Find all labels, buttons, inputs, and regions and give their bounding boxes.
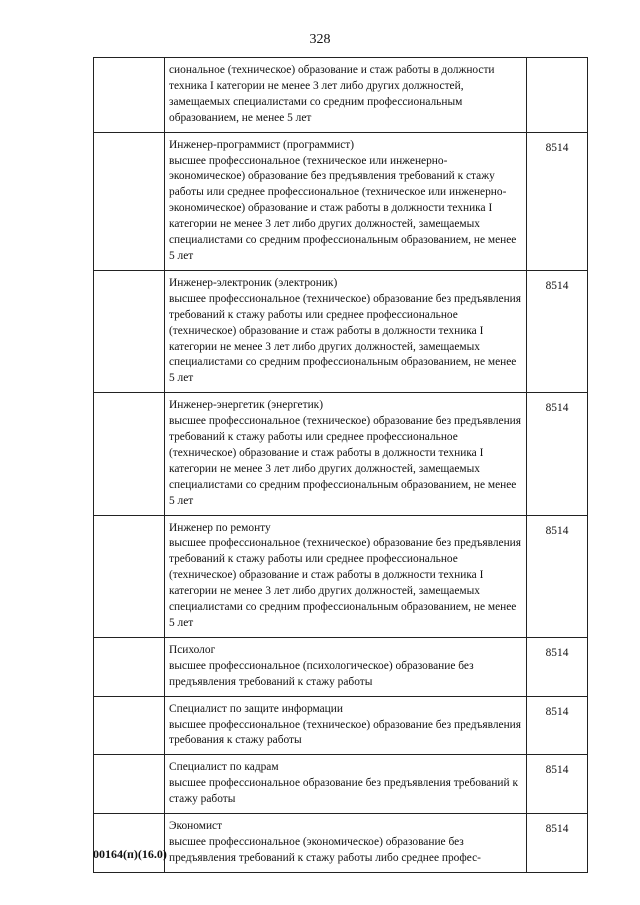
position-requirements: высшее профессиональное (экономическое) образование без предъявления требований к стажу работы либо среднее профес- [169, 835, 481, 864]
position-description-cell [165, 696, 527, 755]
position-title: Инженер-энергетик (энергетик) [169, 399, 324, 412]
position-description-cell [165, 270, 527, 392]
empty-cell [94, 515, 165, 637]
position-description-cell [165, 755, 527, 814]
document-footer-code: 00164(п)(16.0) [93, 847, 167, 861]
empty-cell [94, 393, 165, 515]
position-title: Экономист [169, 820, 223, 833]
positions-table-body [94, 58, 588, 873]
position-description-cell [165, 515, 527, 637]
code-cell [527, 58, 588, 133]
code-cell [527, 814, 588, 873]
code-cell [527, 393, 588, 515]
position-description-cell [165, 814, 527, 873]
position-code: 8514 [545, 764, 569, 777]
position-title: Психолог [169, 643, 216, 656]
positions-table [93, 57, 588, 873]
table-row [94, 393, 588, 515]
position-requirements: высшее профессиональное (техническое) образование без предъявления требования к стажу работы [169, 718, 522, 747]
empty-cell [94, 270, 165, 392]
table-row [94, 270, 588, 392]
empty-cell [94, 637, 165, 696]
position-code: 8514 [545, 646, 569, 659]
position-requirements: высшее профессиональное (психологическое) образование без предъявления требований к стажу работы [169, 659, 474, 688]
position-requirements: высшее профессиональное образование без предъявления требований к стажу работы [169, 777, 519, 806]
table-row [94, 814, 588, 873]
position-requirements: высшее профессиональное (техническое или инженерно-экономическое) образование без предъявления требований к стажу работы или среднее профессиональное (техническое или инженерно-экономическое) образование и стаж работы в должности техника I категории не менее 3 лет либо других должностей, замещаемых специалистами со средним профессиональным образованием, не менее 5 лет [169, 154, 517, 262]
position-code: 8514 [545, 705, 569, 718]
position-title: Специалист по защите информации [169, 702, 343, 715]
table-row [94, 696, 588, 755]
position-code: 8514 [545, 402, 569, 415]
table-row [94, 515, 588, 637]
empty-cell [94, 814, 165, 873]
empty-cell [94, 696, 165, 755]
position-title: Специалист по кадрам [169, 761, 279, 774]
position-code: 8514 [545, 279, 569, 292]
position-title: Инженер по ремонту [169, 521, 271, 534]
code-cell [527, 755, 588, 814]
table-row [94, 637, 588, 696]
table-row [94, 755, 588, 814]
empty-cell [94, 755, 165, 814]
page-number: 328 [309, 32, 331, 47]
position-code: 8514 [545, 823, 569, 836]
position-title: Инженер-электроник (электроник) [169, 276, 338, 289]
code-cell [527, 515, 588, 637]
code-cell [527, 270, 588, 392]
code-cell [527, 132, 588, 270]
empty-cell [94, 58, 165, 133]
position-description-cell [165, 637, 527, 696]
code-cell [527, 637, 588, 696]
code-cell [527, 696, 588, 755]
position-description-cell [165, 132, 527, 270]
position-code: 8514 [545, 141, 569, 154]
position-requirements: высшее профессиональное (техническое) образование без предъявления требований к стажу работы или среднее профессиональное (техническое) образование и стаж работы в должности техника I категории не менее 3 лет либо других должностей, замещаемых специалистами со средним профессиональным образованием, не менее 5 лет [169, 537, 522, 629]
position-requirements: высшее профессиональное (техническое) образование без предъявления требований к стажу работы или среднее профессиональное (техническое) образование и стаж работы в должности техника I категории не менее 3 лет либо других должностей, замещаемых специалистами со средним профессиональным образованием, не менее 5 лет [169, 415, 522, 507]
empty-cell [94, 132, 165, 270]
position-requirements: сиональное (техническое) образование и стаж работы в должности техника I категории не менее 3 лет либо других должностей, замещаемых специалистами со средним профессиональным образованием, не менее 5 лет [169, 64, 495, 124]
position-title: Инженер-программист (программист) [169, 138, 355, 151]
position-description-cell [165, 58, 527, 133]
position-description-cell [165, 393, 527, 515]
table-row [94, 58, 588, 133]
table-row [94, 132, 588, 270]
position-requirements: высшее профессиональное (техническое) образование без предъявления требований к стажу работы или среднее профессиональное (техническое) образование и стаж работы в должности техника I категории не менее 3 лет либо других должностей, замещаемых специалистами со средним профессиональным образованием, не менее 5 лет [169, 292, 522, 385]
position-code: 8514 [545, 524, 569, 537]
